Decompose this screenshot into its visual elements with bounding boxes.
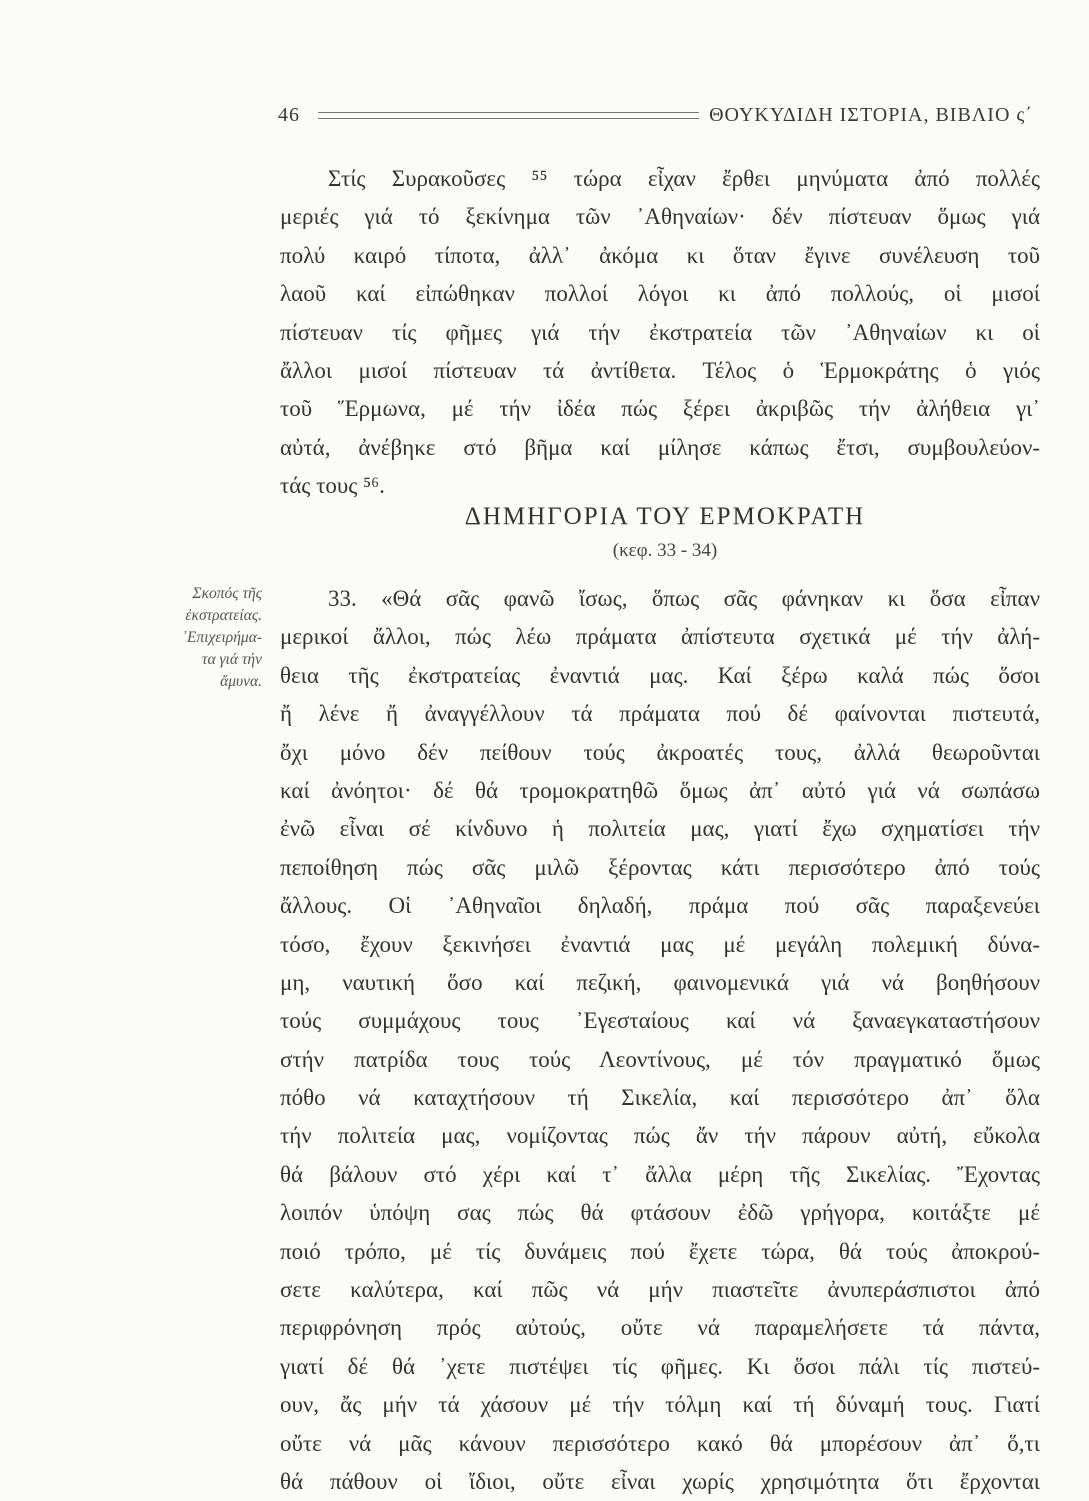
running-title: ΘΟΥΚΥΔΙΔΗ ΙΣΤΟΡΙΑ, ΒΙΒΛΙΟ ς΄ bbox=[709, 103, 1033, 126]
text-line: λαοῦ καί εἰπώθηκαν πολλοί λόγοι κι ἀπό πολλούς, οἱ μισοί bbox=[280, 281, 1040, 307]
text-line: θεια τῆς ἐκστρατείας ἐναντιά μας. Καί ξέρω καλά πώς ὅσοι bbox=[280, 662, 1040, 688]
text-line: λοιπόν ὑπόψη σας πώς θά φτάσουν ἐδῶ γρήγορα, κοιτάξτε μέ bbox=[280, 1200, 1040, 1226]
text-line: καί ἀνόητοι· δέ θά τρομοκρατηθῶ ὅμως ἀπ᾿ αὐτό γιά νά σωπάσω bbox=[280, 777, 1040, 803]
header-rule bbox=[318, 112, 699, 119]
margin-note-line: Σκοπός τῆς bbox=[192, 585, 262, 602]
margin-note-line: ἐκστρατείας. bbox=[185, 607, 262, 624]
text-line: τήν πολιτεία μας, νομίζοντας πώς ἄν τήν πάρουν αὐτή, εὔκολα bbox=[280, 1123, 1040, 1149]
text-line: ὄχι μόνο δέν πείθουν τούς ἀκροατές τους, ἀλλά θεωροῦνται bbox=[280, 739, 1040, 765]
text-line: ἤ λένε ἤ ἀναγγέλλουν τά πράματα πού δέ φαίνονται πιστευτά, bbox=[280, 701, 1040, 727]
text-line: πεποίθηση πώς σᾶς μιλῶ ξέροντας κάτι περισσότερο ἀπό τούς bbox=[280, 854, 1040, 880]
page-header bbox=[278, 100, 1033, 130]
text-line: τάς τους ⁵⁶. bbox=[280, 473, 385, 499]
text-line: πολύ καιρό τίποτα, ἀλλ᾿ ἀκόμα κι ὅταν ἔγινε συνέλευση τοῦ bbox=[280, 242, 1040, 268]
margin-note bbox=[90, 583, 262, 693]
text-line: 33. «Θά σᾶς φανῶ ἴσως, ὅπως σᾶς φάνηκαν κι ὅσα εἶπαν bbox=[328, 586, 1040, 611]
intro-paragraph bbox=[280, 160, 1040, 506]
text-line: περιφρόνηση πρός αὐτούς, οὔτε νά παραμελήσετε τά πάντα, bbox=[280, 1315, 1040, 1341]
margin-note-line: τα γιά τήν bbox=[201, 651, 262, 668]
text-line: μεριές γιά τό ξεκίνημα τῶν ᾿Αθηναίων· δέν πίστευαν ὅμως γιά bbox=[280, 204, 1040, 230]
text-line: οὔτε νά μᾶς κάνουν περισσότερο κακό θά μπορέσουν ἀπ᾿ ὅ,τι bbox=[280, 1430, 1040, 1456]
text-line: τοῦ Ἕρμωνα, μέ τήν ἰδέα πώς ξέρει ἀκριβῶς τήν ἀλήθεια γι᾿ bbox=[280, 396, 1040, 422]
text-line: μη, ναυτική ὅσο καί πεζική, φαινομενικά γιά νά βοηθήσουν bbox=[280, 969, 1040, 995]
section-subtitle: (κεφ. 33 - 34) bbox=[612, 540, 718, 561]
text-line: θά βάλουν στό χέρι καί τ᾿ ἄλλα μέρη τῆς Σικελίας. Ἔχοντας bbox=[280, 1161, 1040, 1187]
text-line: ἄλλοι μισοί πίστευαν τά ἀντίθετα. Τέλος ὁ Ἑρμοκράτης ὁ γιός bbox=[280, 357, 1040, 383]
text-line: τούς συμμάχους τους ᾿Εγεσταίους καί νά ξαναεγκαταστήσουν bbox=[280, 1008, 1040, 1034]
text-line: πίστευαν τίς φῆμες γιά τήν ἐκστρατεία τῶν ᾿Αθηναίων κι οἱ bbox=[280, 319, 1040, 345]
text-line: ἄλλους. Οἱ ᾿Αθηναῖοι δηλαδή, πράμα πού σᾶς παραξενεύει bbox=[280, 893, 1040, 919]
text-line: πόθο νά καταχτήσουν τή Σικελία, καί περισσότερο ἀπ᾿ ὅλα bbox=[280, 1085, 1040, 1111]
text-line: στήν πατρίδα τους τούς Λεοντίνους, μέ τόν πραγματικό ὅμως bbox=[280, 1046, 1040, 1072]
page-number: 46 bbox=[278, 103, 300, 126]
text-line: γιατί δέ θά ᾿χετε πιστέψει τίς φῆμες. Κι ὅσοι πάλι τίς πιστεύ- bbox=[280, 1353, 1040, 1379]
speech-paragraph bbox=[280, 580, 1040, 1501]
text-line: ποιό τρόπο, μέ τίς δυνάμεις πού ἔχετε τώρα, θά τούς ἀποκρού- bbox=[280, 1238, 1040, 1264]
text-line: τόσο, ἔχουν ξεκινήσει ἐναντιά μας μέ μεγάλη πολεμική δύνα- bbox=[280, 931, 1040, 957]
section-title: ΔΗΜΗΓΟΡΙΑ ΤΟΥ ΕΡΜΟΚΡΑΤΗ bbox=[464, 503, 866, 530]
margin-note-line: ᾿Επιχειρήμα- bbox=[181, 629, 262, 646]
text-line: θά πάθουν οἱ ἴδιοι, οὔτε εἶναι χωρίς χρησιμότητα ὅτι ἔρχονται bbox=[280, 1468, 1040, 1494]
text-line: ουν, ἄς μήν τά χάσουν μέ τήν τόλμη καί τή δύναμή τους. Γιατί bbox=[280, 1392, 1040, 1418]
text-line: Στίς Συρακοῦσες ⁵⁵ τώρα εἶχαν ἔρθει μηνύματα ἀπό πολλές bbox=[328, 166, 1040, 191]
text-line: ἐνῶ εἶναι σέ κίνδυνο ἡ πολιτεία μας, γιατί ἔχω σχηματίσει τήν bbox=[280, 816, 1040, 842]
text-line: μερικοί ἄλλοι, πώς λέω πράματα ἀπίστευτα σχετικά μέ τήν ἀλή- bbox=[280, 624, 1040, 650]
margin-note-line: ἄμυνα. bbox=[220, 673, 262, 690]
text-line: αὐτά, ἀνέβηκε στό βῆμα καί μίλησε κάπως ἔτσι, συμβουλεύον- bbox=[280, 434, 1040, 460]
text-line: σετε καλύτερα, καί πῶς νά μήν πιαστεῖτε ἀνυπεράσπιστοι ἀπό bbox=[280, 1277, 1040, 1303]
